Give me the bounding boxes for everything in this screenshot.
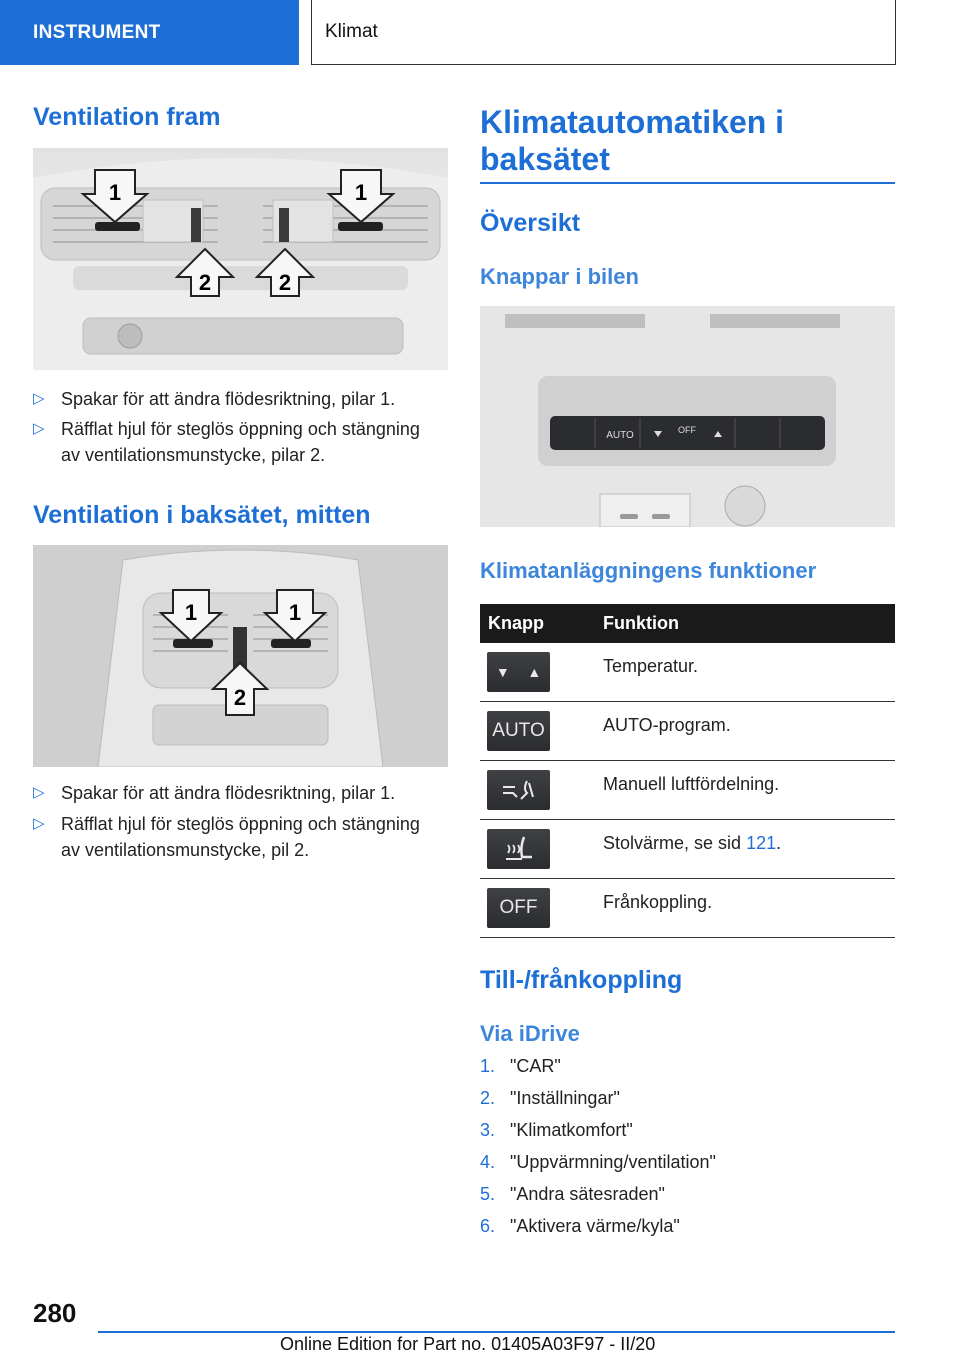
chapter-label: Klimat: [325, 21, 378, 42]
rear-control-panel-figure: [480, 306, 895, 527]
onoff-title: Till-/frånkoppling: [480, 966, 683, 994]
rear-vent-figure: [33, 545, 448, 767]
page-number: 280: [33, 1298, 77, 1328]
panel-auto-label: AUTO: [606, 430, 634, 441]
table-header: [480, 604, 895, 643]
col-funktion: Funktion: [603, 613, 679, 633]
overview-title: Översikt: [480, 209, 581, 237]
list-item: 3. "Klimatkomfort": [480, 1120, 633, 1140]
bullet-triangle-icon: ▷: [33, 815, 45, 832]
seat-heating-icon: [487, 829, 550, 869]
fig-label-1-right: 1: [288, 600, 302, 625]
table-row: OFF Frånkoppling.: [480, 879, 895, 938]
bullet-triangle-icon: ▷: [33, 390, 45, 407]
rear-ventilation-title: Ventilation i baksätet, mitten: [33, 501, 371, 529]
air-distribution-icon: [487, 770, 550, 810]
off-icon: OFF: [487, 888, 550, 928]
fig-label-1-left: 1: [108, 180, 122, 205]
bullet-triangle-icon: ▷: [33, 420, 45, 437]
temperature-arrows-icon: ▼ ▲: [487, 652, 550, 692]
table-row: Manuell luftfördelning.: [480, 761, 895, 820]
footer-edition: Online Edition for Part no. 01405A03F97 - II/20: [280, 1334, 656, 1354]
buttons-title: Knappar i bilen: [480, 264, 639, 289]
table-row: Stolvärme, se sid 121.: [480, 820, 895, 879]
fig-label-1-right: 1: [354, 180, 368, 205]
list-item: 1. "CAR": [480, 1056, 561, 1076]
list-item: 5. "Andra sätesraden": [480, 1184, 665, 1204]
fig-label-2: 2: [233, 685, 247, 710]
section-tab: [0, 0, 299, 65]
rear-bullet-2: ▷ Räfflat hjul för steglös öppning och stängning av ventilationsmunstycke, pil 2.: [33, 811, 448, 863]
front-bullet-2: ▷ Räfflat hjul för steglös öppning och stängning av ventilationsmunstycke, pilar 2.: [33, 416, 448, 468]
footer-divider: [98, 1331, 895, 1333]
fig-label-2-right: 2: [278, 270, 292, 295]
title-underline: [480, 182, 895, 184]
table-row: ▼ ▲ Temperatur.: [480, 643, 895, 702]
front-ventilation-title: Ventilation fram: [33, 103, 221, 131]
functions-title: Klimatanläggningens funktioner: [480, 558, 817, 583]
section-label: INSTRUMENT: [33, 21, 161, 43]
table-row: AUTO AUTO-program.: [480, 702, 895, 761]
list-item: 2. "Inställningar": [480, 1088, 620, 1108]
chapter-tab: [311, 0, 896, 65]
auto-icon: AUTO: [487, 711, 550, 751]
main-title: Klimatautomatiken i baksätet: [480, 104, 785, 177]
front-vent-figure: [33, 148, 448, 370]
list-item: 6. "Aktivera värme/kyla": [480, 1216, 680, 1236]
col-knapp: Knapp: [488, 613, 544, 633]
list-item: 4. "Uppvärmning/ventilation": [480, 1152, 716, 1172]
bullet-triangle-icon: ▷: [33, 784, 45, 801]
page-link-121[interactable]: 121: [746, 833, 777, 853]
panel-off-label: OFF: [678, 425, 696, 435]
idrive-title: Via iDrive: [480, 1021, 580, 1046]
functions-table: [480, 604, 895, 938]
fig-label-1-left: 1: [184, 600, 198, 625]
fig-label-2-left: 2: [198, 270, 212, 295]
